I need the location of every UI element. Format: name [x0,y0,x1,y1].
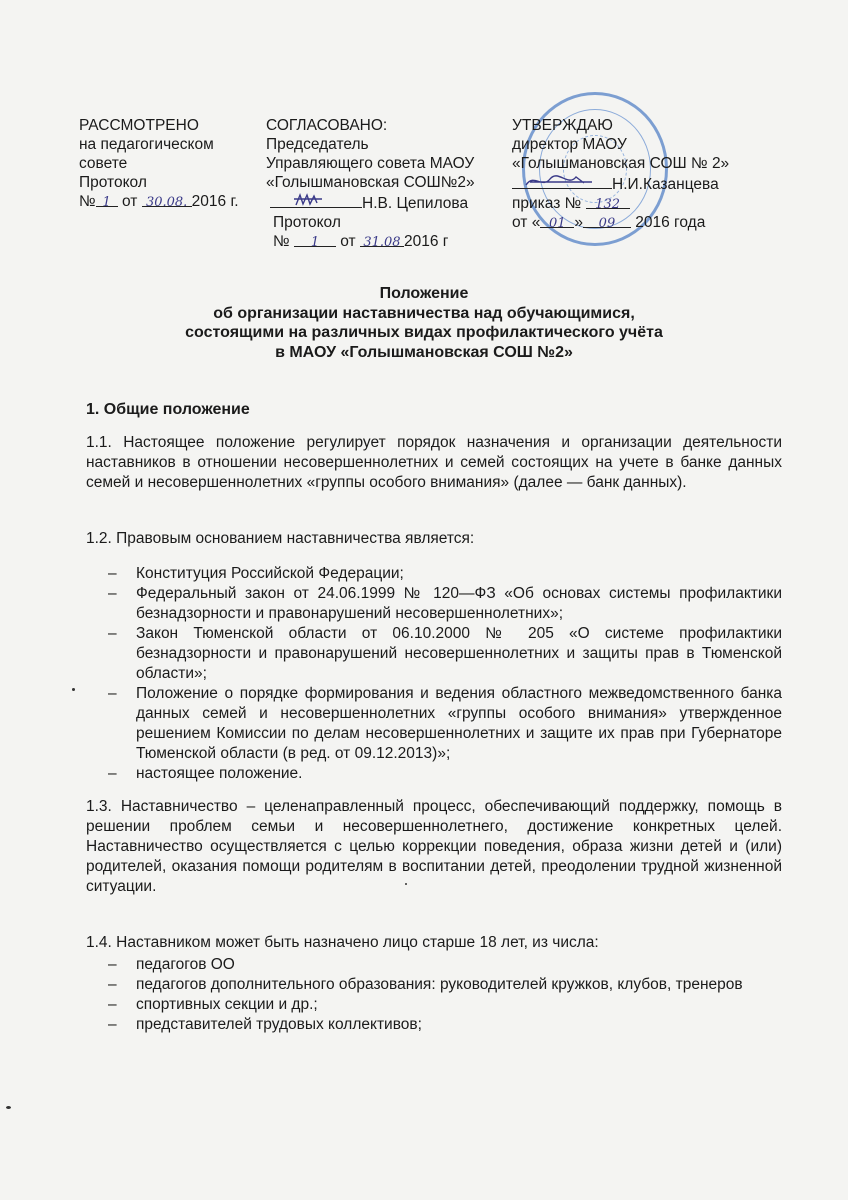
list-item: – Конституция Российской Федерации; [108,565,404,582]
middle-protocol-line: № 1 от 31.08 2016 г [273,233,449,250]
list-item: – Положение о порядке формирования и ведения областного межведомственного банка данных семей и несовершеннолетних «группы особого внимания» утвержденное решением Комиссии по делам несовершеннолетних и защите их прав при Губернаторе Тюменской области (в ред. от 09.12.2013)»; [108,685,782,762]
middle-line-4: «Голышмановская СОШ№2» [266,174,475,191]
title-line-4: в МАОУ «Голышмановская СОШ №2» [275,343,573,361]
left-line-2: на педагогическом [79,136,214,153]
title-line-3: состоящими на различных видах профилактического учёта [185,324,663,341]
header-right-block [512,116,762,232]
right-signer-name: Н.И.Казанцева [612,176,719,193]
right-approval-title: УТВЕРЖДАЮ [512,117,613,134]
left-protocol-date: 30.08. [145,195,188,210]
section-heading: 1. Общие положение [86,401,250,418]
scan-speck [72,688,75,691]
middle-line-2: Председатель [266,136,369,153]
middle-protocol-date: 31.08 [363,235,401,250]
legal-basis-list [108,564,782,784]
middle-signature-line [266,192,506,213]
right-line-3: «Голышмановская СОШ № 2» [512,155,730,172]
list-item: – педагогов ОО [108,956,235,973]
title-line-2: об организации наставничества над обучающимися, [213,304,635,322]
paragraph-1-3: 1.3. Наставничество – целенаправленный процесс, обеспечивающий поддержку, помощь в решении проблем семьи и несовершеннолетнего, достижение конкретных целей. Наставничество осуществляется с целью коррекции поведения, образа жизни детей и (или) родителей, оказания помощи родителям в воспитании детей, преодолении трудной жизненной ситуации. [86,798,782,895]
right-line-2: директор МАОУ [512,136,627,153]
mentor-candidates-list [108,955,782,1035]
list-item: – спортивных секции и др.; [108,996,318,1013]
header-middle-block [266,116,506,251]
paragraph-1-2: 1.2. Правовым основанием наставничества является: [86,530,475,547]
right-order-line: приказ № 132 [512,194,762,213]
left-protocol-line: № 1 от 30.08. 2016 г. [79,193,239,210]
right-date-line: от « 01 » 09 2016 года [512,214,706,231]
signature-scribble-icon [512,173,612,189]
header-left-block [79,116,259,211]
list-item: – педагогов дополнительного образования: руководителей кружков, клубов, тренеров [108,976,743,993]
middle-protocol-number: 1 [310,235,320,250]
list-item: – Федеральный закон от 24.06.1999 № 120—ФЗ «Об основах системы профилактики безнадзорности и правонарушений несовершеннолетних»; [108,585,782,622]
paragraph-1-1: 1.1. Настоящее положение регулирует порядок назначения и организации деятельности наставников в отношении несовершеннолетних и семей состоящих на учете в банке данных семей и несовершеннолетних «группы особого внимания» (далее — банк данных). [86,434,782,491]
middle-line-3: Управляющего совета МАОУ [266,155,475,172]
right-date-month: 09 [598,216,616,231]
left-approval-title: РАССМОТРЕНО [79,117,199,134]
middle-protocol: Протокол [273,214,341,231]
left-line-4: Протокол [79,174,147,191]
right-date-day: 01 [549,216,566,231]
left-protocol-number: 1 [102,195,111,210]
signature-scribble-icon [270,192,362,208]
list-item: – представителей трудовых коллективов; [108,1016,422,1033]
scan-speck [6,1106,11,1109]
left-line-3: совете [79,155,128,172]
document-title [0,284,848,362]
scan-speck [405,883,407,885]
right-signature-line [512,173,762,194]
right-order-number: 132 [595,197,620,212]
middle-signature [270,192,362,208]
paragraph-1-4: 1.4. Наставником может быть назначено лицо старше 18 лет, из числа: [86,934,599,951]
list-item: – настоящее положение. [108,765,303,782]
title-line-1: Положение [379,285,469,302]
middle-approval-title: СОГЛАСОВАНО: [266,117,388,134]
list-item: – Закон Тюменской области от 06.10.2000 № 205 «О системе профилактики безнадзорности и правонарушений несовершеннолетних и защиты прав в Тюменской области»; [108,625,782,682]
middle-signer-name: Н.В. Цепилова [362,195,469,212]
right-signature [512,173,612,189]
